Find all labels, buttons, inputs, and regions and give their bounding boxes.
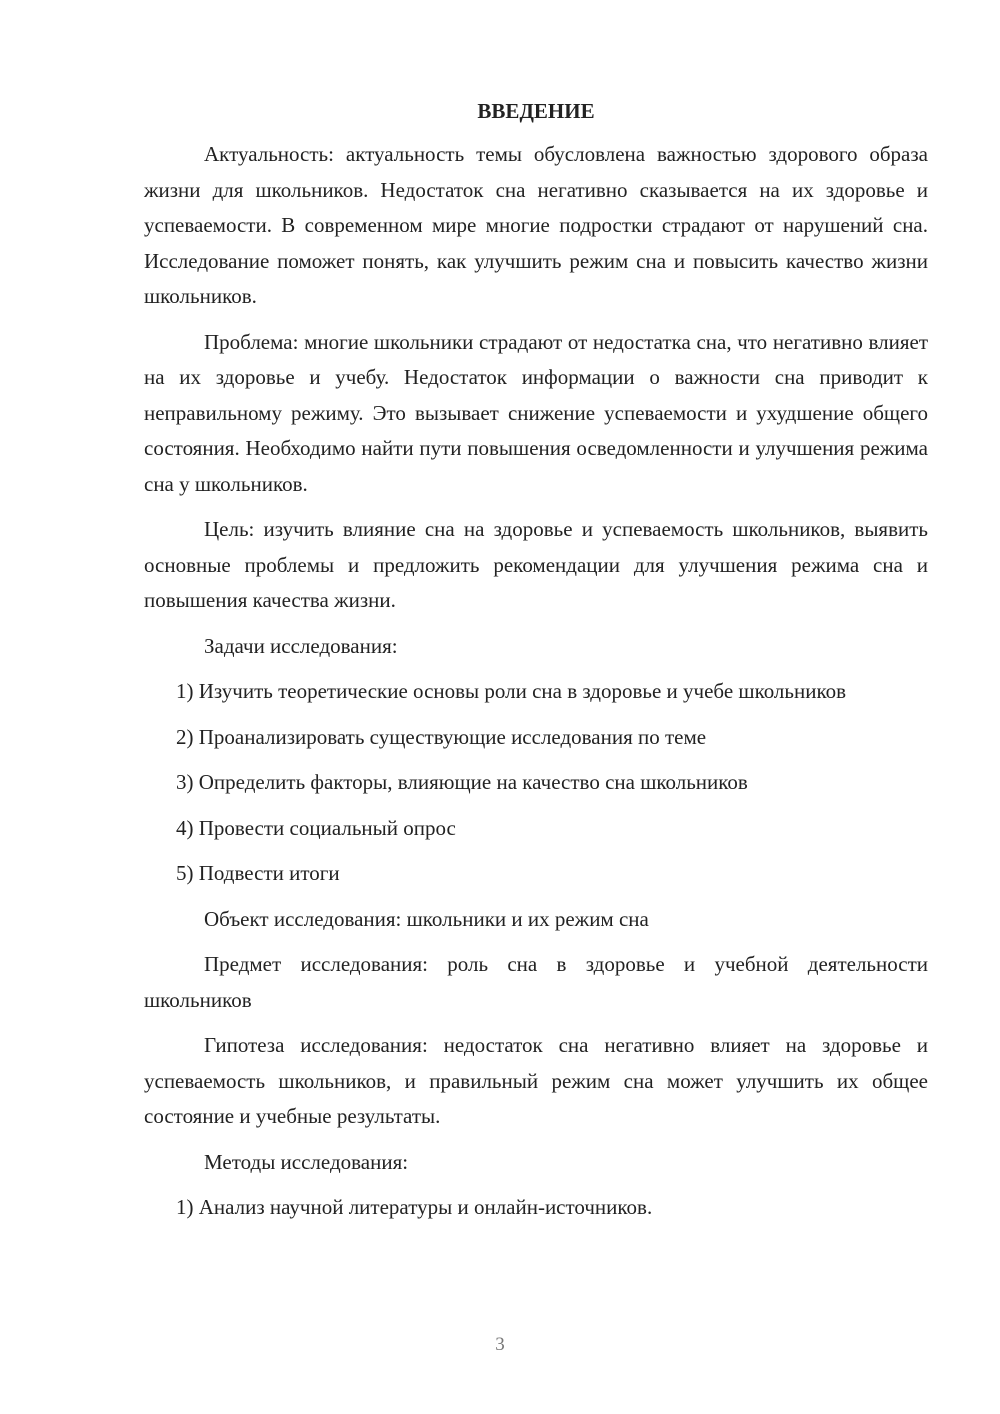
- page-number: 3: [495, 1334, 505, 1355]
- goal-paragraph: Цель: изучить влияние сна на здоровье и успеваемость школьников, выявить основные проблемы и предложить рекомендации для улучшения режима сна и повышения качества жизни.: [144, 517, 928, 612]
- task-item: 5) Подвести итоги: [176, 861, 340, 885]
- task-item: 2) Проанализировать существующие исследования по теме: [176, 724, 707, 749]
- hypothesis-paragraph: Гипотеза исследования: недостаток сна негативно влияет на здоровье и успеваемость школьников, и правильный режим сна может улучшить их общее состояние и учебные результаты.: [144, 1033, 928, 1128]
- document-page: [144, 96, 928, 1236]
- relevance-paragraph: Актуальность: актуальность темы обусловлена важностью здорового образа жизни для школьников. Недостаток сна негативно сказывается на их здоровье и успеваемости. В современном мире многие подростки страдают от нарушений сна. Исследование поможет понять, как улучшить режим сна и повысить качество жизни школьников.: [144, 142, 928, 308]
- document-title: ВВЕДЕНИЕ: [477, 99, 595, 123]
- task-item: 3) Определить факторы, влияющие на качество сна школьников: [176, 770, 748, 794]
- task-item: 4) Провести социальный опрос: [176, 815, 456, 840]
- methods-heading: Методы исследования:: [204, 1149, 409, 1174]
- object-paragraph: Объект исследования: школьники и их режим сна: [204, 906, 649, 931]
- method-item: 1) Анализ научной литературы и онлайн-источников.: [176, 1195, 653, 1219]
- tasks-heading: Задачи исследования:: [204, 633, 398, 658]
- problem-paragraph: Проблема: многие школьники страдают от недостатка сна, что негативно влияет на их здоровье и учебу. Недостаток информации о важности сна приводит к неправильному режиму. Это вызывает снижение успеваемости и ухудшение общего состояния. Необходимо найти пути повышения осведомленности и улучшения режима сна у школьников.: [144, 329, 928, 496]
- task-item: 1) Изучить теоретические основы роли сна в здоровье и учебе школьников: [176, 679, 847, 703]
- subject-paragraph: Предмет исследования: роль сна в здоровье и учебной деятельности школьников: [144, 952, 928, 1012]
